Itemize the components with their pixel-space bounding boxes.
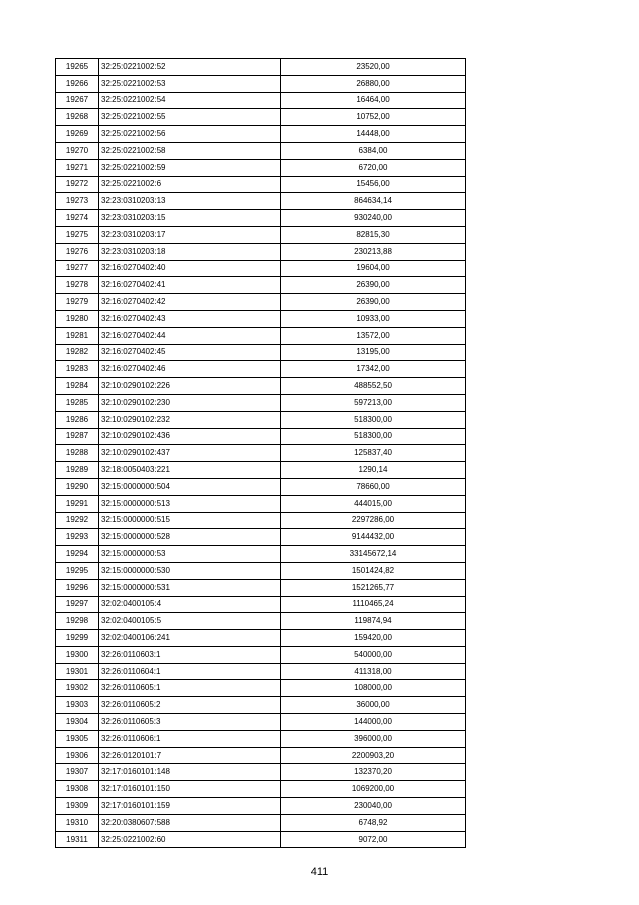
value-cell: 14448,00 bbox=[281, 126, 466, 143]
row-number-cell: 19299 bbox=[56, 630, 99, 647]
cadastral-number-cell: 32:16:0270402:41 bbox=[99, 277, 281, 294]
table-row bbox=[56, 663, 466, 680]
value-cell: 13195,00 bbox=[281, 344, 466, 361]
table-row bbox=[56, 260, 466, 277]
cadastral-number-cell: 32:25:0221002:58 bbox=[99, 142, 281, 159]
row-number-cell: 19285 bbox=[56, 394, 99, 411]
table-row bbox=[56, 814, 466, 831]
value-cell: 540000,00 bbox=[281, 646, 466, 663]
cadastral-number-cell: 32:20:0380607:588 bbox=[99, 814, 281, 831]
row-number-cell: 19282 bbox=[56, 344, 99, 361]
row-number-cell: 19276 bbox=[56, 243, 99, 260]
value-cell: 230213,88 bbox=[281, 243, 466, 260]
cadastral-number-cell: 32:23:0310203:15 bbox=[99, 210, 281, 227]
cadastral-number-cell: 32:10:0290102:230 bbox=[99, 394, 281, 411]
value-cell: 9144432,00 bbox=[281, 529, 466, 546]
value-cell: 396000,00 bbox=[281, 730, 466, 747]
row-number-cell: 19265 bbox=[56, 59, 99, 76]
row-number-cell: 19298 bbox=[56, 613, 99, 630]
value-cell: 144000,00 bbox=[281, 714, 466, 731]
value-cell: 6748,92 bbox=[281, 814, 466, 831]
value-cell: 159420,00 bbox=[281, 630, 466, 647]
row-number-cell: 19305 bbox=[56, 730, 99, 747]
cadastral-number-cell: 32:23:0310203:18 bbox=[99, 243, 281, 260]
row-number-cell: 19279 bbox=[56, 294, 99, 311]
table-row bbox=[56, 378, 466, 395]
cadastral-number-cell: 32:25:0221002:52 bbox=[99, 59, 281, 76]
table-row bbox=[56, 411, 466, 428]
row-number-cell: 19293 bbox=[56, 529, 99, 546]
value-cell: 23520,00 bbox=[281, 59, 466, 76]
table-row bbox=[56, 596, 466, 613]
cadastral-value-table bbox=[55, 58, 466, 848]
value-cell: 1290,14 bbox=[281, 462, 466, 479]
table-row bbox=[56, 361, 466, 378]
table-row bbox=[56, 714, 466, 731]
value-cell: 444015,00 bbox=[281, 495, 466, 512]
cadastral-number-cell: 32:10:0290102:226 bbox=[99, 378, 281, 395]
row-number-cell: 19296 bbox=[56, 579, 99, 596]
value-cell: 132370,20 bbox=[281, 764, 466, 781]
cadastral-number-cell: 32:02:0400105:5 bbox=[99, 613, 281, 630]
row-number-cell: 19270 bbox=[56, 142, 99, 159]
cadastral-number-cell: 32:25:0221002:6 bbox=[99, 176, 281, 193]
value-cell: 518300,00 bbox=[281, 411, 466, 428]
cadastral-number-cell: 32:16:0270402:43 bbox=[99, 310, 281, 327]
row-number-cell: 19284 bbox=[56, 378, 99, 395]
cadastral-number-cell: 32:15:0000000:515 bbox=[99, 512, 281, 529]
table-row bbox=[56, 394, 466, 411]
row-number-cell: 19280 bbox=[56, 310, 99, 327]
value-cell: 10933,00 bbox=[281, 310, 466, 327]
value-cell: 17342,00 bbox=[281, 361, 466, 378]
table-row bbox=[56, 613, 466, 630]
table-row bbox=[56, 546, 466, 563]
table-row bbox=[56, 562, 466, 579]
table-row bbox=[56, 294, 466, 311]
row-number-cell: 19295 bbox=[56, 562, 99, 579]
value-cell: 26390,00 bbox=[281, 277, 466, 294]
row-number-cell: 19275 bbox=[56, 226, 99, 243]
cadastral-number-cell: 32:26:0110603:1 bbox=[99, 646, 281, 663]
value-cell: 26880,00 bbox=[281, 75, 466, 92]
value-cell: 411318,00 bbox=[281, 663, 466, 680]
table-row bbox=[56, 92, 466, 109]
row-number-cell: 19302 bbox=[56, 680, 99, 697]
row-number-cell: 19271 bbox=[56, 159, 99, 176]
cadastral-number-cell: 32:25:0221002:60 bbox=[99, 831, 281, 848]
cadastral-number-cell: 32:26:0120101:7 bbox=[99, 747, 281, 764]
row-number-cell: 19309 bbox=[56, 798, 99, 815]
cadastral-number-cell: 32:26:0110605:3 bbox=[99, 714, 281, 731]
value-cell: 108000,00 bbox=[281, 680, 466, 697]
value-cell: 864634,14 bbox=[281, 193, 466, 210]
value-cell: 230040,00 bbox=[281, 798, 466, 815]
table-row bbox=[56, 75, 466, 92]
cadastral-number-cell: 32:15:0000000:531 bbox=[99, 579, 281, 596]
table-row bbox=[56, 210, 466, 227]
table-row bbox=[56, 142, 466, 159]
value-cell: 488552,50 bbox=[281, 378, 466, 395]
row-number-cell: 19290 bbox=[56, 478, 99, 495]
table-row bbox=[56, 126, 466, 143]
row-number-cell: 19269 bbox=[56, 126, 99, 143]
cadastral-number-cell: 32:15:0000000:528 bbox=[99, 529, 281, 546]
row-number-cell: 19310 bbox=[56, 814, 99, 831]
table-row bbox=[56, 59, 466, 76]
value-cell: 82815,30 bbox=[281, 226, 466, 243]
value-cell: 78660,00 bbox=[281, 478, 466, 495]
cadastral-number-cell: 32:16:0270402:40 bbox=[99, 260, 281, 277]
row-number-cell: 19308 bbox=[56, 781, 99, 798]
row-number-cell: 19292 bbox=[56, 512, 99, 529]
value-cell: 10752,00 bbox=[281, 109, 466, 126]
cadastral-number-cell: 32:26:0110606:1 bbox=[99, 730, 281, 747]
cadastral-number-cell: 32:10:0290102:232 bbox=[99, 411, 281, 428]
row-number-cell: 19307 bbox=[56, 764, 99, 781]
table-row bbox=[56, 310, 466, 327]
table-row bbox=[56, 428, 466, 445]
table-row bbox=[56, 798, 466, 815]
value-cell: 6720,00 bbox=[281, 159, 466, 176]
cadastral-number-cell: 32:25:0221002:55 bbox=[99, 109, 281, 126]
value-cell: 1069200,00 bbox=[281, 781, 466, 798]
row-number-cell: 19278 bbox=[56, 277, 99, 294]
table-row bbox=[56, 226, 466, 243]
value-cell: 9072,00 bbox=[281, 831, 466, 848]
value-cell: 2200903,20 bbox=[281, 747, 466, 764]
table-row bbox=[56, 579, 466, 596]
value-cell: 6384,00 bbox=[281, 142, 466, 159]
cadastral-number-cell: 32:23:0310203:17 bbox=[99, 226, 281, 243]
cadastral-number-cell: 32:02:0400105:4 bbox=[99, 596, 281, 613]
row-number-cell: 19304 bbox=[56, 714, 99, 731]
cadastral-number-cell: 32:16:0270402:46 bbox=[99, 361, 281, 378]
value-cell: 33145672,14 bbox=[281, 546, 466, 563]
row-number-cell: 19311 bbox=[56, 831, 99, 848]
row-number-cell: 19286 bbox=[56, 411, 99, 428]
cadastral-number-cell: 32:26:0110604:1 bbox=[99, 663, 281, 680]
table-row bbox=[56, 243, 466, 260]
value-cell: 19604,00 bbox=[281, 260, 466, 277]
table-row bbox=[56, 445, 466, 462]
value-cell: 15456,00 bbox=[281, 176, 466, 193]
table-row bbox=[56, 176, 466, 193]
value-cell: 26390,00 bbox=[281, 294, 466, 311]
row-number-cell: 19289 bbox=[56, 462, 99, 479]
row-number-cell: 19268 bbox=[56, 109, 99, 126]
row-number-cell: 19294 bbox=[56, 546, 99, 563]
row-number-cell: 19274 bbox=[56, 210, 99, 227]
table-row bbox=[56, 495, 466, 512]
cadastral-number-cell: 32:16:0270402:42 bbox=[99, 294, 281, 311]
table-row bbox=[56, 478, 466, 495]
table-row bbox=[56, 697, 466, 714]
cadastral-number-cell: 32:17:0160101:159 bbox=[99, 798, 281, 815]
row-number-cell: 19281 bbox=[56, 327, 99, 344]
cadastral-number-cell: 32:10:0290102:437 bbox=[99, 445, 281, 462]
table-row bbox=[56, 512, 466, 529]
value-cell: 125837,40 bbox=[281, 445, 466, 462]
cadastral-number-cell: 32:23:0310203:13 bbox=[99, 193, 281, 210]
table-row bbox=[56, 730, 466, 747]
row-number-cell: 19297 bbox=[56, 596, 99, 613]
row-number-cell: 19303 bbox=[56, 697, 99, 714]
cadastral-number-cell: 32:17:0160101:148 bbox=[99, 764, 281, 781]
value-cell: 597213,00 bbox=[281, 394, 466, 411]
table-body bbox=[56, 59, 466, 848]
cadastral-number-cell: 32:25:0221002:53 bbox=[99, 75, 281, 92]
cadastral-number-cell: 32:25:0221002:54 bbox=[99, 92, 281, 109]
cadastral-number-cell: 32:26:0110605:1 bbox=[99, 680, 281, 697]
row-number-cell: 19291 bbox=[56, 495, 99, 512]
table-row bbox=[56, 529, 466, 546]
row-number-cell: 19300 bbox=[56, 646, 99, 663]
cadastral-number-cell: 32:02:0400106:241 bbox=[99, 630, 281, 647]
cadastral-number-cell: 32:25:0221002:56 bbox=[99, 126, 281, 143]
cadastral-number-cell: 32:15:0000000:530 bbox=[99, 562, 281, 579]
table-row bbox=[56, 764, 466, 781]
cadastral-number-cell: 32:26:0110605:2 bbox=[99, 697, 281, 714]
cadastral-number-cell: 32:15:0000000:504 bbox=[99, 478, 281, 495]
table-row bbox=[56, 327, 466, 344]
table-row bbox=[56, 781, 466, 798]
value-cell: 119874,94 bbox=[281, 613, 466, 630]
row-number-cell: 19287 bbox=[56, 428, 99, 445]
row-number-cell: 19272 bbox=[56, 176, 99, 193]
table-row bbox=[56, 193, 466, 210]
table-row bbox=[56, 680, 466, 697]
row-number-cell: 19288 bbox=[56, 445, 99, 462]
value-cell: 36000,00 bbox=[281, 697, 466, 714]
value-cell: 1110465,24 bbox=[281, 596, 466, 613]
value-cell: 2297286,00 bbox=[281, 512, 466, 529]
value-cell: 1521265,77 bbox=[281, 579, 466, 596]
cadastral-number-cell: 32:18:0050403:221 bbox=[99, 462, 281, 479]
row-number-cell: 19301 bbox=[56, 663, 99, 680]
table-row bbox=[56, 630, 466, 647]
row-number-cell: 19273 bbox=[56, 193, 99, 210]
cadastral-number-cell: 32:16:0270402:44 bbox=[99, 327, 281, 344]
page-number: 411 bbox=[310, 866, 329, 878]
table-row bbox=[56, 462, 466, 479]
value-cell: 13572,00 bbox=[281, 327, 466, 344]
row-number-cell: 19267 bbox=[56, 92, 99, 109]
table-row bbox=[56, 831, 466, 848]
cadastral-number-cell: 32:17:0160101:150 bbox=[99, 781, 281, 798]
table-row bbox=[56, 277, 466, 294]
cadastral-number-cell: 32:25:0221002:59 bbox=[99, 159, 281, 176]
table-row bbox=[56, 646, 466, 663]
value-cell: 930240,00 bbox=[281, 210, 466, 227]
value-cell: 518300,00 bbox=[281, 428, 466, 445]
row-number-cell: 19277 bbox=[56, 260, 99, 277]
table-row bbox=[56, 344, 466, 361]
value-cell: 16464,00 bbox=[281, 92, 466, 109]
table-row bbox=[56, 159, 466, 176]
cadastral-number-cell: 32:15:0000000:53 bbox=[99, 546, 281, 563]
cadastral-number-cell: 32:10:0290102:436 bbox=[99, 428, 281, 445]
value-cell: 1501424,82 bbox=[281, 562, 466, 579]
table-row bbox=[56, 109, 466, 126]
row-number-cell: 19306 bbox=[56, 747, 99, 764]
cadastral-number-cell: 32:15:0000000:513 bbox=[99, 495, 281, 512]
table-row bbox=[56, 747, 466, 764]
cadastral-number-cell: 32:16:0270402:45 bbox=[99, 344, 281, 361]
row-number-cell: 19266 bbox=[56, 75, 99, 92]
row-number-cell: 19283 bbox=[56, 361, 99, 378]
